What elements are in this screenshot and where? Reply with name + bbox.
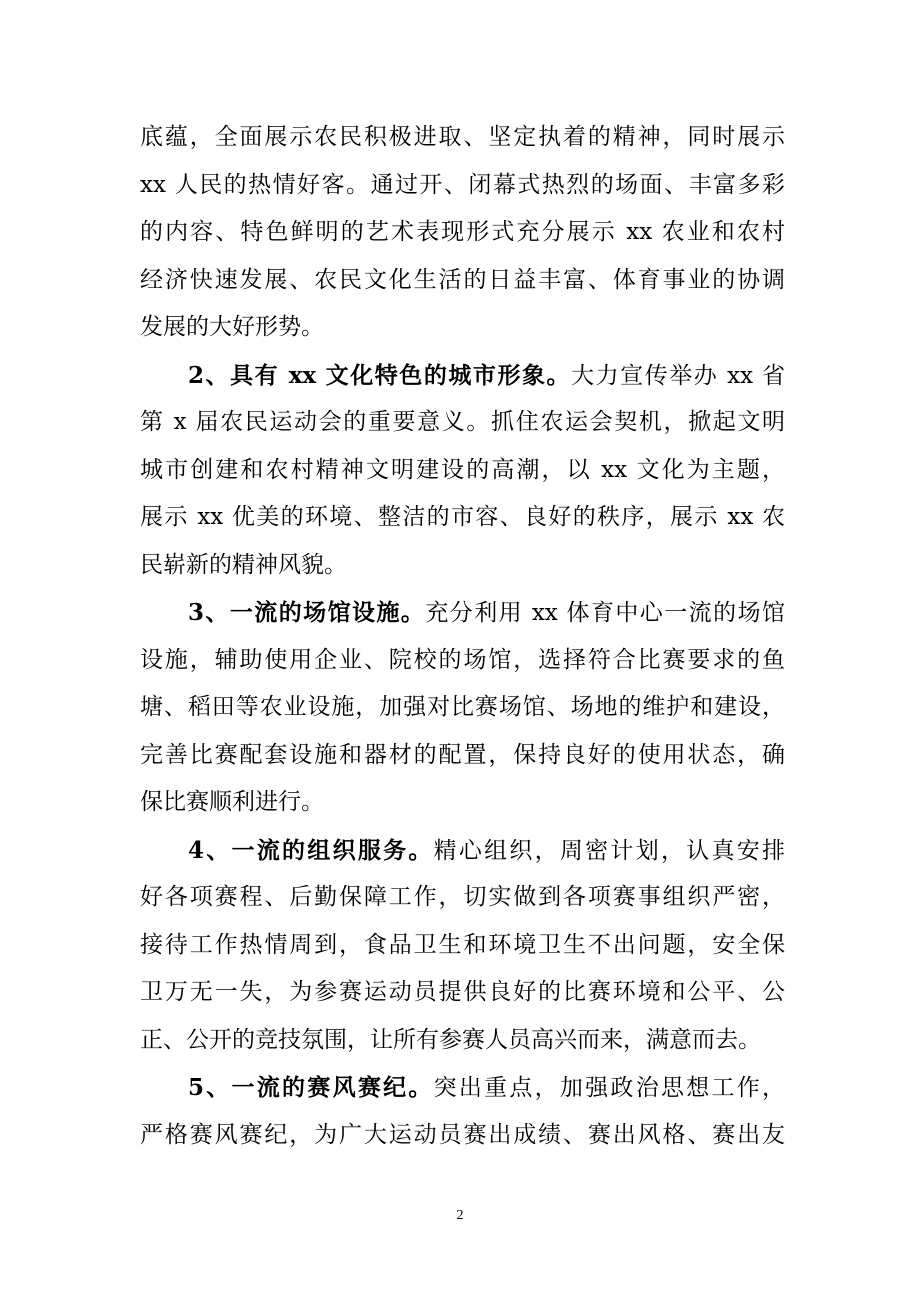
text-run: 突出重点，加强政治思想工作， [433, 1075, 785, 1101]
text-line: 卫万无一失，为参赛运动员提供良好的比赛环境和公平、公 [140, 979, 785, 1005]
text-run: 大力宣传举办 xx 省 [571, 362, 785, 389]
text-line: 塘、稻田等农业设施，加强对比赛场馆、场地的维护和建设， [140, 694, 785, 720]
text-line: 经济快速发展、农民文化生活的日益丰富、体育事业的协调 [140, 266, 785, 293]
text-line: 发展的大好形势。 [140, 314, 324, 340]
paragraph [140, 827, 785, 1065]
text-line [140, 589, 785, 637]
text-line: 好各项赛程、后勤保障工作，切实做到各项赛事组织严密， [140, 884, 785, 910]
text-line [140, 827, 785, 875]
section-heading: 4、一流的组织服务。 [188, 836, 434, 864]
text-line [140, 352, 785, 400]
text-line: 民崭新的精神风貌。 [140, 551, 347, 578]
text-line: 的内容、特色鲜明的艺术表现形式充分展示 xx 农业和农村 [140, 219, 785, 245]
paragraph [140, 1064, 785, 1159]
text-line: 接待工作热情周到，食品卫生和环境卫生不出问题，安全保 [140, 931, 785, 958]
text-run: 充分利用 xx 体育中心一流的场馆 [425, 600, 785, 626]
text-line: 严格赛风赛纪，为广大运动员赛出成绩、赛出风格、赛出友 [140, 1121, 785, 1148]
text-run: 精心组织，周密计划，认真安排 [433, 837, 785, 864]
text-line: 第 x 届农民运动会的重要意义。抓住农运会契机，掀起文明 [140, 409, 785, 435]
text-line: 保比赛顺利进行。 [140, 789, 324, 815]
paragraph [140, 589, 785, 827]
text-line: 正、公开的竞技氛围，让所有参赛人员高兴而来，满意而去。 [140, 1026, 761, 1053]
section-heading: 3、一流的场馆设施。 [188, 599, 426, 626]
paragraph [140, 114, 785, 352]
paragraph [140, 352, 785, 590]
text-line: xx 人民的热情好客。通过开、闭幕式热烈的场面、丰富多彩 [140, 171, 785, 198]
text-line [140, 1064, 785, 1112]
section-heading: 5、一流的赛风赛纪。 [188, 1074, 434, 1101]
text-line: 设施，辅助使用企业、院校的场馆，选择符合比赛要求的鱼 [140, 646, 785, 673]
section-heading: 2、具有 xx 文化特色的城市形象。 [188, 361, 572, 389]
text-line: 底蕴，全面展示农民积极进取、坚定执着的精神，同时展示 [140, 124, 785, 150]
document-body [140, 114, 785, 1159]
text-line: 完善比赛配套设施和器材的配置，保持良好的使用状态，确 [140, 741, 785, 768]
page-number: 2 [456, 1208, 464, 1223]
text-line: 城市创建和农村精神文明建设的高潮，以 xx 文化为主题， [140, 456, 785, 483]
text-line: 展示 xx 优美的环境、整洁的市容、良好的秩序，展示 xx 农 [140, 504, 785, 530]
